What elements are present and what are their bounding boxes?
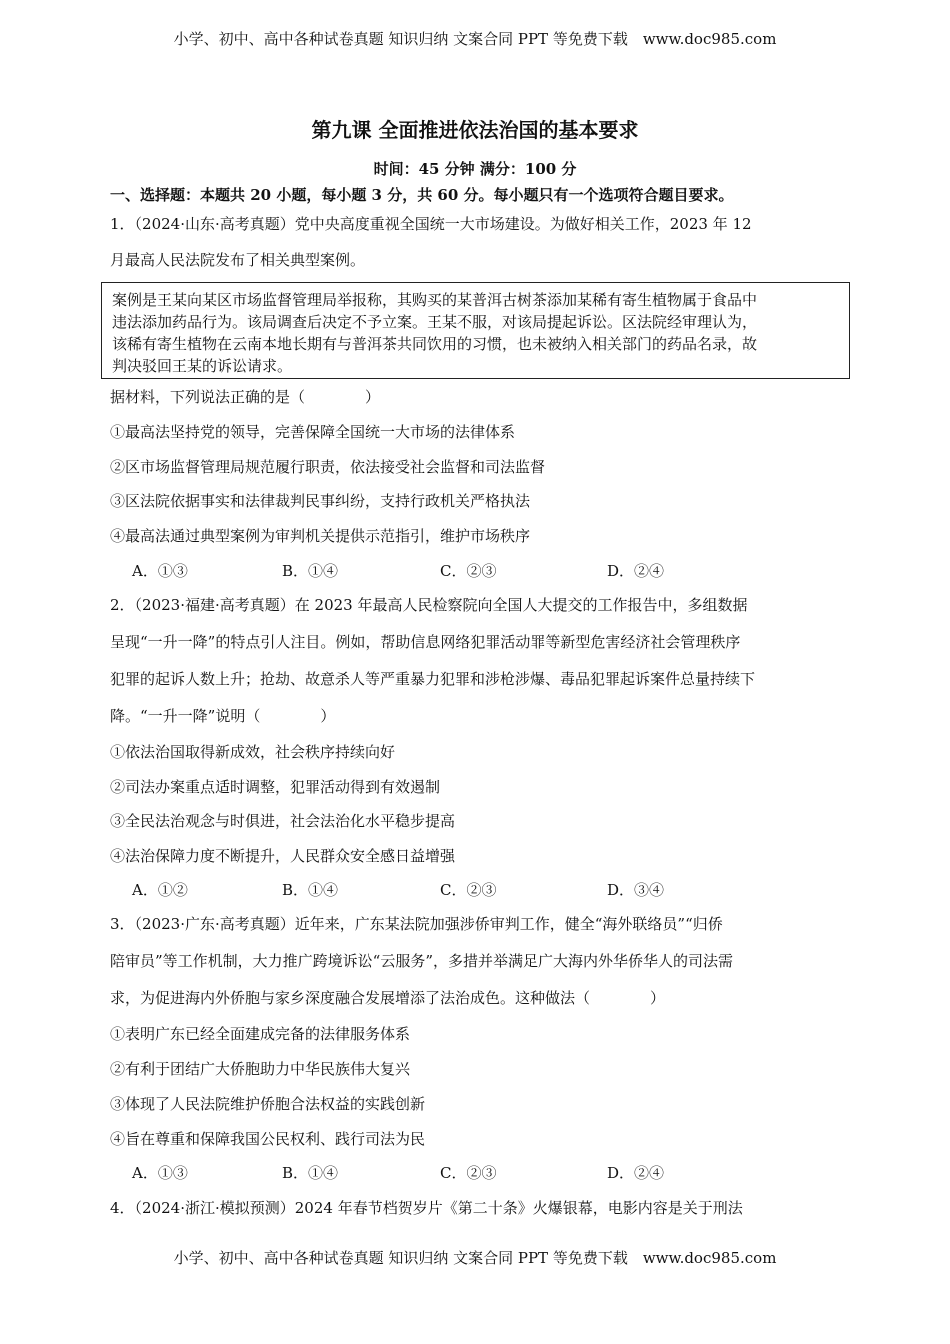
q3-item: ②有利于团结广大侨胞助力中华民族伟大复兴 — [110, 1060, 411, 1078]
q1-choice-d: D．②④ — [607, 562, 665, 580]
q3-stem-line: 陪审员”等工作机制，大力推广跨境诉讼“云服务”，多措并举满足广大海内外华侨华人的司法需 — [110, 952, 734, 970]
q3-item: ③体现了人民法院维护侨胞合法权益的实践创新 — [110, 1095, 426, 1113]
page-header: 小学、初中、高中各种试卷真题 知识归纳 文案合同 PPT 等免费下载 www.doc985.com — [173, 30, 777, 48]
q3-choice-b: B．①④ — [282, 1164, 339, 1182]
q3-item: ④旨在尊重和保障我国公民权利、践行司法为民 — [110, 1130, 426, 1148]
q1-question: 据材料，下列说法正确的是（ ） — [110, 388, 381, 406]
q1-material-line: 违法添加药品行为。该局调查后决定不予立案。王某不服，对该局提起诉讼。区法院经审理认为， — [112, 313, 758, 331]
q1-material-line: 判决驳回王某的诉讼请求。 — [112, 357, 293, 375]
q2-item: ①依法治国取得新成效，社会秩序持续向好 — [110, 743, 396, 761]
q1-choice-b: B．①④ — [282, 562, 339, 580]
q2-choice-c: C．②③ — [440, 881, 497, 899]
q2-choice-b: B．①④ — [282, 881, 339, 899]
q1-choice-a: A．①③ — [132, 562, 188, 580]
q1-item: ②区市场监督管理局规范履行职责，依法接受社会监督和司法监督 — [110, 458, 546, 476]
q1-material-line: 该稀有寄生植物在云南本地长期有与普洱茶共同饮用的习惯，也未被纳入相关部门的药品名录，故 — [112, 335, 758, 353]
q3-choice-a: A．①③ — [132, 1164, 188, 1182]
q3-choice-d: D．②④ — [607, 1164, 665, 1182]
exam-time-score: 时间：45 分钟 满分：100 分 — [373, 160, 577, 178]
q1-stem-line: 月最高人民法院发布了相关典型案例。 — [110, 251, 366, 269]
q2-stem-line: 2．（2023·福建·高考真题）在 2023 年最高人民检察院向全国人大提交的工作报告中，多组数据 — [110, 596, 748, 614]
q2-item: ②司法办案重点适时调整，犯罪活动得到有效遏制 — [110, 778, 441, 796]
page-title: 第九课 全面推进依法治国的基本要求 — [311, 118, 639, 142]
q1-material-line: 案例是王某向某区市场监督管理局举报称，其购买的某普洱古树茶添加某稀有寄生植物属于食品中 — [112, 291, 758, 309]
q2-choice-a: A．①② — [132, 881, 188, 899]
q1-choice-c: C．②③ — [440, 562, 497, 580]
q3-item: ①表明广东已经全面建成完备的法律服务体系 — [110, 1025, 411, 1043]
q3-choice-c: C．②③ — [440, 1164, 497, 1182]
q3-stem-line: 3．（2023·广东·高考真题）近年来，广东某法院加强涉侨审判工作，健全“海外联络员”“归侨 — [110, 915, 723, 933]
q4-stem-line: 4．（2024·浙江·模拟预测）2024 年春节档贺岁片《第二十条》火爆银幕，电影内容是关于刑法 — [110, 1199, 743, 1217]
q3-stem-line: 求，为促进海内外侨胞与家乡深度融合发展增添了法治成色。这种做法（ ） — [110, 989, 666, 1007]
q2-choice-d: D．③④ — [607, 881, 665, 899]
q2-item: ④法治保障力度不断提升，人民群众安全感日益增强 — [110, 847, 456, 865]
section-heading: 一、选择题：本题共 20 小题，每小题 3 分，共 60 分。每小题只有一个选项符合题目要求。 — [110, 186, 734, 204]
q2-item: ③全民法治观念与时俱进，社会法治化水平稳步提高 — [110, 812, 456, 830]
q2-stem-line: 呈现“一升一降”的特点引人注目。例如，帮助信息网络犯罪活动罪等新型危害经济社会管理秩序 — [110, 633, 741, 651]
q1-item: ③区法院依据事实和法律裁判民事纠纷，支持行政机关严格执法 — [110, 492, 531, 510]
q1-item: ①最高法坚持党的领导，完善保障全国统一大市场的法律体系 — [110, 423, 516, 441]
q1-stem-line: 1．（2024·山东·高考真题）党中央高度重视全国统一大市场建设。为做好相关工作，2023 年 12 — [110, 215, 752, 233]
page-footer: 小学、初中、高中各种试卷真题 知识归纳 文案合同 PPT 等免费下载 www.doc985.com — [173, 1249, 777, 1267]
q1-material-box — [101, 282, 850, 379]
q2-stem-line: 犯罪的起诉人数上升；抢劫、故意杀人等严重暴力犯罪和涉枪涉爆、毒品犯罪起诉案件总量持续下 — [110, 670, 756, 688]
q2-stem-line: 降。“一升一降”说明（ ） — [110, 707, 336, 725]
q1-item: ④最高法通过典型案例为审判机关提供示范指引，维护市场秩序 — [110, 527, 531, 545]
